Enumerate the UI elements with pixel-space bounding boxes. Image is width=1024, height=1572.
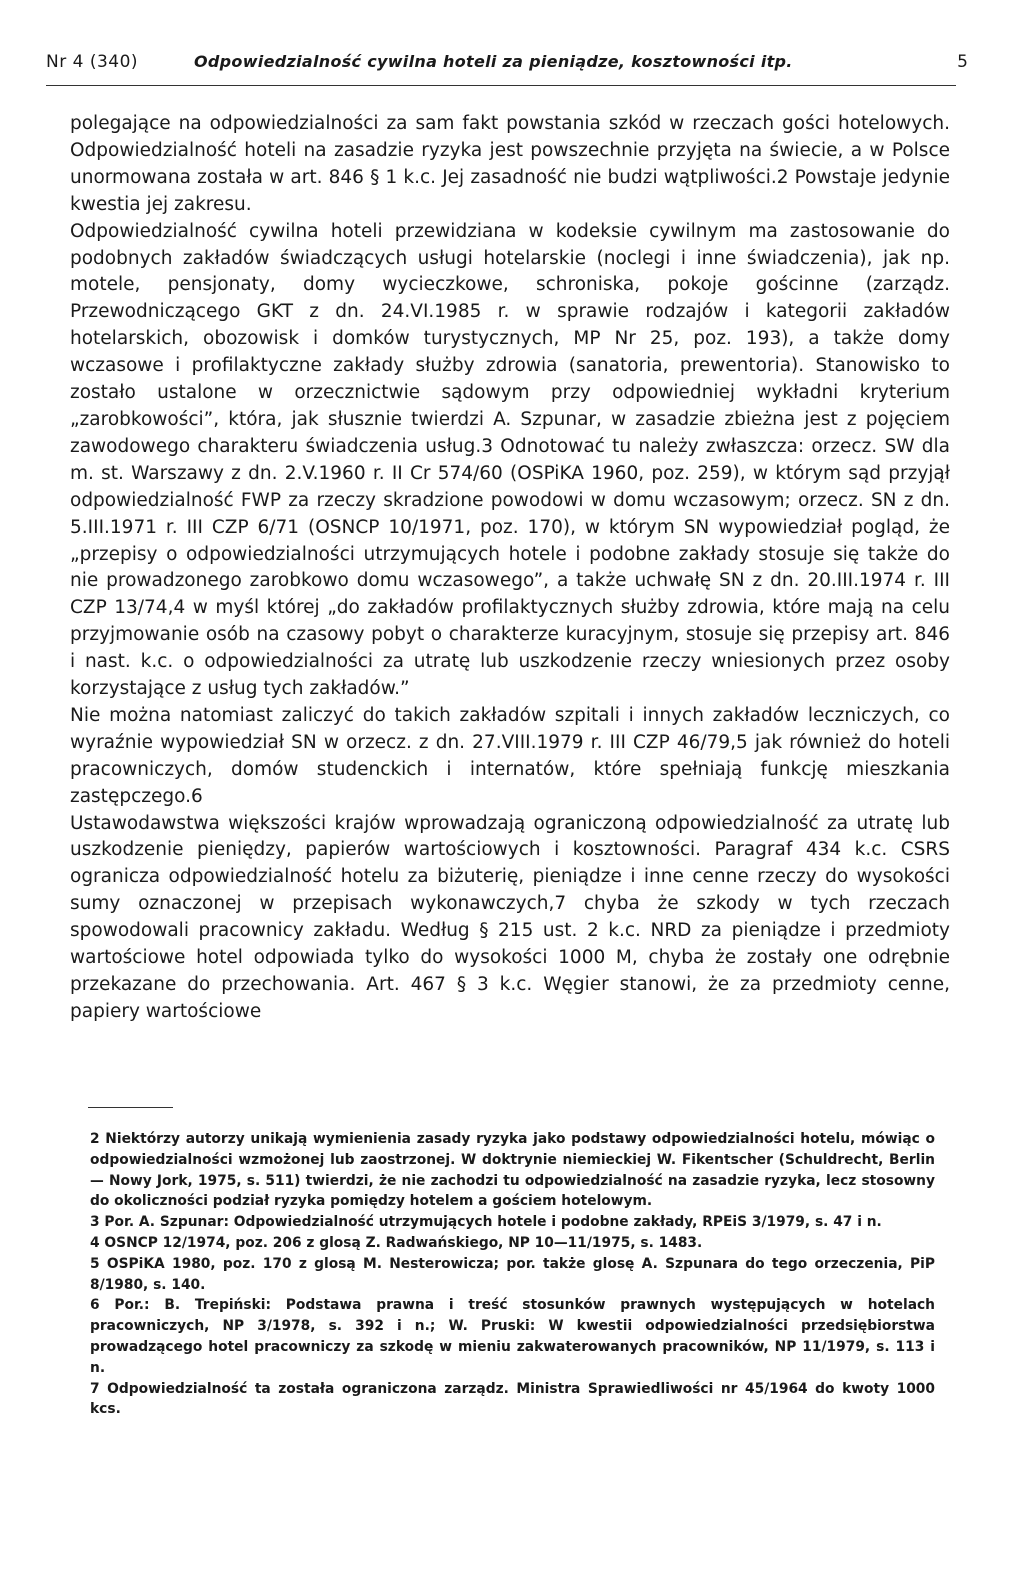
header-rule [46, 85, 956, 86]
page-number: 5 [957, 52, 968, 72]
footnote: 2 Niektórzy autorzy unikają wymienienia zasady ryzyka jako podstawy odpowiedzialności hotelu, mówiąc o odpowiedzialności wzmożonej lub zaostrzonej. W doktrynie niemieckiej W. Fikentscher (Schuldrecht, Berlin — Nowy Jork, 1975, s. 511) twierdzi, że nie zachodzi tu odpowiedzialność na zasadzie ryzyka, lecz stosowny do okoliczności podział ryzyka pomiędzy hotelem a gościem hotelowym. [90, 1131, 935, 1210]
body-text [70, 111, 950, 1026]
footnote: 5 OSPiKA 1980, poz. 170 z glosą M. Nesterowicza; por. także glosę A. Szpunara do tego orzeczenia, PiP 8/1980, s. 140. [90, 1255, 935, 1293]
footnotes [90, 1129, 935, 1420]
footnote-rule [88, 1107, 173, 1108]
paragraph: Ustawodawstwa większości krajów wprowadzają ograniczoną odpowiedzialność za utratę lub uszkodzenie pieniędzy, papierów wartościowych i kosztowności. Paragraf 434 k.c. CSRS ogranicza odpowiedzialność hotelu za biżuterię, pieniądze i inne cenne rzeczy do wysokości sumy oznaczonej w przepisach wykonawczych,7 chyba że szkody w tych rzeczach spowodowali pracownicy zakładu. Według § 215 ust. 2 k.c. NRD za pieniądze i przedmioty wartościowe hotel odpowiada tylko do wysokości 1000 M, chyba że zostały one odrębnie przekazane do przechowania. Art. 467 § 3 k.c. Węgier stanowi, że za przedmioty cenne, papiery wartościowe [70, 812, 950, 1022]
paragraph: Nie można natomiast zaliczyć do takich zakładów szpitali i innych zakładów leczniczych, co wyraźnie wypowiedział SN w orzecz. z dn. 27.VIII.1979 r. III CZP 46/79,5 jak również do hoteli pracowniczych, domów studenckich i internatów, które spełniają funkcję mieszkania zastępczego.6 [70, 704, 950, 807]
footnote: 3 Por. A. Szpunar: Odpowiedzialność utrzymujących hotele i podobne zakłady, RPEiS 3/1979, s. 47 i n. [90, 1214, 882, 1231]
footnote: 6 Por.: B. Trepiński: Podstawa prawna i treść stosunków prawnych występujących w hotelach pracowniczych, NP 3/1978, s. 392 i n.; W. Pruski: W kwestii odpowiedzialności przedsiębiorstwa prowadzącego hotel pracowniczy za szkodę w mieniu zakwaterowanych pracowników, NP 11/1979, s. 113 i n. [90, 1297, 935, 1376]
footnote: 4 OSNCP 12/1974, poz. 206 z glosą Z. Radwańskiego, NP 10—11/1975, s. 1483. [90, 1234, 703, 1251]
paragraph: polegające na odpowiedzialności za sam fakt powstania szkód w rzeczach gości hotelowych. Odpowiedzialność hoteli na zasadzie ryzyka jest powszechnie przyjęta na świecie, a w Polsce unormowana została w art. 846 § 1 k.c. Jej zasadność nie budzi wątpliwości.2 Powstaje jedynie kwestia jej zakresu. [70, 113, 950, 215]
running-title: Odpowiedzialność cywilna hoteli za pieniądze, kosztowności itp. [194, 52, 793, 71]
running-header [46, 52, 968, 82]
footnote: 7 Odpowiedzialność ta została ograniczona zarządz. Ministra Sprawiedliwości nr 45/1964 do kwoty 1000 kcs. [90, 1380, 935, 1418]
journal-number: Nr 4 (340) [46, 52, 139, 72]
paragraph: Odpowiedzialność cywilna hoteli przewidziana w kodeksie cywilnym ma zastosowanie do podobnych zakładów świadczących usługi hotelarskie (noclegi i inne świadczenia), jak np. motele, pensjonaty, domy wycieczkowe, schroniska, pokoje gościnne (zarządz. Przewodniczącego GKT z dn. 24.VI.1985 r. w sprawie rodzajów i kategorii zakładów hotelarskich, obozowisk i domków turystycznych, MP Nr 25, poz. 193), a także domy wczasowe i profilaktyczne zakłady służby zdrowia (sanatoria, prewentoria). Stanowisko to zostało ustalone w orzecznictwie sądowym przy odpowiedniej wykładni kryterium „zarobkowości”, która, jak słusznie twierdzi A. Szpunar, w zasadzie zbieżna jest z pojęciem zawodowego charakteru świadczenia usług.3 Odnotować tu należy zwłaszcza: orzecz. SW dla m. st. Warszawy z dn. 2.V.1960 r. II Cr 574/60 (OSPiKA 1960, poz. 259), w którym sąd przyjął odpowiedzialność FWP za rzeczy skradzione powodowi w domu wczasowym; orzecz. SN z dn. 5.III.1971 r. III CZP 6/71 (OSNCP 10/1971, poz. 170), w którym SN wypowiedział pogląd, że „przepisy o odpowiedzialności utrzymujących hotele i podobne zakłady stosuje się także do nie prowadzonego zarobkowo domu wczasowego”, a także uchwałę SN z dn. 20.III.1974 r. III CZP 13/74,4 w myśl której „do zakładów profilaktycznych służby zdrowia, które mają na celu przyjmowanie osób na czasowy pobyt o charakterze kuracyjnym, stosuje się przepisy art. 846 i nast. k.c. o odpowiedzialności za utratę lub uszkodzenie rzeczy wniesionych przez osoby korzystające z usług tych zakładów.” [70, 220, 950, 700]
